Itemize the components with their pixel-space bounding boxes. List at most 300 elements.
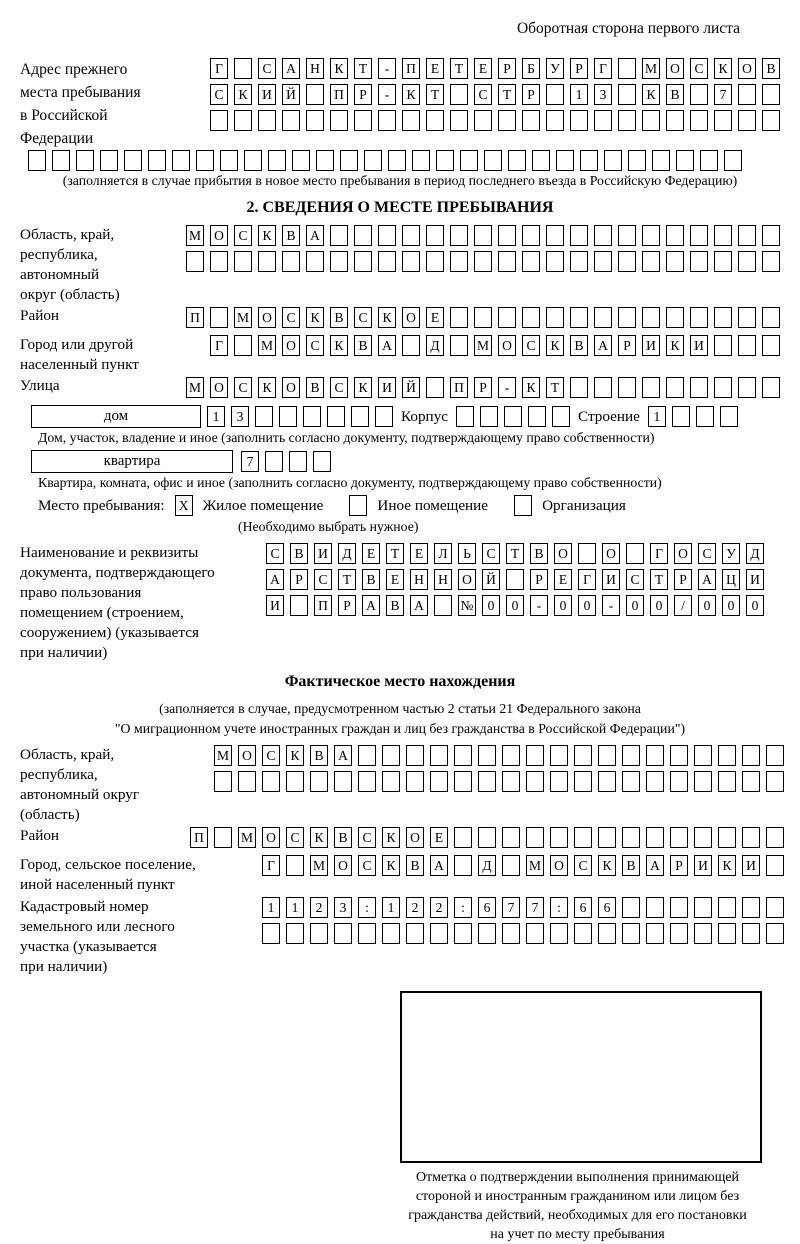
street-row[interactable] bbox=[186, 377, 780, 398]
char-box[interactable] bbox=[522, 251, 540, 272]
char-box[interactable]: Г bbox=[210, 58, 228, 79]
char-box[interactable] bbox=[474, 110, 492, 131]
char-box[interactable] bbox=[646, 745, 664, 766]
char-box[interactable] bbox=[354, 110, 372, 131]
char-box[interactable]: Т bbox=[450, 58, 468, 79]
char-box[interactable]: М bbox=[234, 307, 252, 328]
char-box[interactable] bbox=[279, 406, 297, 427]
char-box[interactable] bbox=[714, 251, 732, 272]
char-box[interactable]: С bbox=[522, 335, 540, 356]
char-box[interactable] bbox=[502, 923, 520, 944]
char-box[interactable] bbox=[454, 855, 472, 876]
char-box[interactable] bbox=[718, 897, 736, 918]
char-box[interactable] bbox=[550, 771, 568, 792]
char-box[interactable] bbox=[484, 150, 502, 171]
char-box[interactable] bbox=[506, 569, 524, 590]
char-box[interactable]: X bbox=[175, 495, 193, 516]
char-box[interactable] bbox=[738, 251, 756, 272]
char-box[interactable]: И bbox=[690, 335, 708, 356]
char-box[interactable] bbox=[690, 225, 708, 246]
char-box[interactable] bbox=[694, 923, 712, 944]
char-box[interactable] bbox=[526, 923, 544, 944]
char-box[interactable] bbox=[454, 923, 472, 944]
char-box[interactable]: В bbox=[570, 335, 588, 356]
char-box[interactable]: С bbox=[482, 543, 500, 564]
char-box[interactable]: К bbox=[382, 827, 400, 848]
char-box[interactable] bbox=[594, 110, 612, 131]
char-box[interactable] bbox=[546, 84, 564, 105]
char-box[interactable] bbox=[594, 377, 612, 398]
char-box[interactable]: В bbox=[306, 377, 324, 398]
char-box[interactable] bbox=[316, 150, 334, 171]
char-box[interactable] bbox=[738, 377, 756, 398]
char-box[interactable]: О bbox=[666, 58, 684, 79]
char-box[interactable] bbox=[426, 377, 444, 398]
char-box[interactable]: 1 bbox=[382, 897, 400, 918]
char-box[interactable]: С bbox=[574, 855, 592, 876]
char-box[interactable] bbox=[550, 827, 568, 848]
char-box[interactable]: М bbox=[238, 827, 256, 848]
char-box[interactable] bbox=[598, 771, 616, 792]
char-box[interactable] bbox=[578, 543, 596, 564]
char-box[interactable] bbox=[255, 406, 273, 427]
char-box[interactable]: Г bbox=[594, 58, 612, 79]
char-box[interactable] bbox=[762, 307, 780, 328]
char-box[interactable] bbox=[550, 745, 568, 766]
char-box[interactable]: Р bbox=[530, 569, 548, 590]
char-box[interactable]: В bbox=[330, 307, 348, 328]
char-box[interactable] bbox=[570, 110, 588, 131]
char-box[interactable] bbox=[622, 923, 640, 944]
char-box[interactable]: О bbox=[602, 543, 620, 564]
char-box[interactable] bbox=[570, 307, 588, 328]
char-box[interactable] bbox=[450, 335, 468, 356]
cadastral-row-1[interactable] bbox=[262, 897, 784, 918]
char-box[interactable] bbox=[522, 110, 540, 131]
char-box[interactable]: С bbox=[258, 58, 276, 79]
char-box[interactable]: Г bbox=[262, 855, 280, 876]
residential-checkbox[interactable] bbox=[175, 495, 193, 516]
char-box[interactable] bbox=[334, 771, 352, 792]
char-box[interactable]: Д bbox=[478, 855, 496, 876]
char-box[interactable]: С bbox=[314, 569, 332, 590]
char-box[interactable] bbox=[574, 771, 592, 792]
char-box[interactable]: Р bbox=[354, 84, 372, 105]
char-box[interactable] bbox=[268, 150, 286, 171]
char-box[interactable] bbox=[646, 923, 664, 944]
char-box[interactable] bbox=[738, 84, 756, 105]
char-box[interactable] bbox=[351, 406, 369, 427]
char-box[interactable]: О bbox=[258, 307, 276, 328]
char-box[interactable] bbox=[670, 897, 688, 918]
char-box[interactable] bbox=[358, 745, 376, 766]
char-box[interactable]: М bbox=[310, 855, 328, 876]
char-box[interactable] bbox=[508, 150, 526, 171]
char-box[interactable] bbox=[642, 251, 660, 272]
char-box[interactable] bbox=[694, 897, 712, 918]
char-box[interactable] bbox=[604, 150, 622, 171]
char-box[interactable] bbox=[289, 451, 307, 472]
char-box[interactable]: / bbox=[674, 595, 692, 616]
char-box[interactable] bbox=[742, 923, 760, 944]
char-box[interactable] bbox=[478, 745, 496, 766]
char-box[interactable] bbox=[450, 110, 468, 131]
char-box[interactable] bbox=[622, 827, 640, 848]
char-box[interactable] bbox=[642, 377, 660, 398]
char-box[interactable] bbox=[124, 150, 142, 171]
char-box[interactable]: Л bbox=[434, 543, 452, 564]
char-box[interactable] bbox=[262, 923, 280, 944]
char-box[interactable] bbox=[646, 771, 664, 792]
char-box[interactable]: 0 bbox=[578, 595, 596, 616]
char-box[interactable]: С bbox=[330, 377, 348, 398]
char-box[interactable]: 2 bbox=[406, 897, 424, 918]
char-box[interactable] bbox=[358, 771, 376, 792]
char-box[interactable]: С bbox=[358, 855, 376, 876]
char-box[interactable]: Р bbox=[498, 58, 516, 79]
char-box[interactable]: Е bbox=[386, 569, 404, 590]
prev-address-row-1[interactable] bbox=[210, 58, 780, 79]
char-box[interactable] bbox=[434, 595, 452, 616]
char-box[interactable]: О bbox=[334, 855, 352, 876]
char-box[interactable]: С bbox=[282, 307, 300, 328]
char-box[interactable] bbox=[426, 110, 444, 131]
char-box[interactable] bbox=[406, 771, 424, 792]
char-box[interactable] bbox=[306, 84, 324, 105]
char-box[interactable] bbox=[286, 923, 304, 944]
char-box[interactable]: Т bbox=[546, 377, 564, 398]
char-box[interactable] bbox=[546, 307, 564, 328]
char-box[interactable] bbox=[502, 771, 520, 792]
char-box[interactable] bbox=[666, 225, 684, 246]
char-box[interactable]: М bbox=[258, 335, 276, 356]
char-box[interactable]: 6 bbox=[598, 897, 616, 918]
char-box[interactable] bbox=[552, 406, 570, 427]
house-number-row[interactable] bbox=[207, 406, 393, 427]
char-box[interactable] bbox=[690, 84, 708, 105]
char-box[interactable]: К bbox=[642, 84, 660, 105]
char-box[interactable]: К bbox=[522, 377, 540, 398]
char-box[interactable] bbox=[676, 150, 694, 171]
char-box[interactable] bbox=[598, 745, 616, 766]
char-box[interactable] bbox=[762, 251, 780, 272]
stay-option-organization[interactable] bbox=[514, 495, 652, 516]
char-box[interactable]: Р bbox=[674, 569, 692, 590]
char-box[interactable] bbox=[766, 827, 784, 848]
char-box[interactable] bbox=[450, 225, 468, 246]
char-box[interactable]: В bbox=[354, 335, 372, 356]
char-box[interactable] bbox=[436, 150, 454, 171]
char-box[interactable] bbox=[670, 923, 688, 944]
char-box[interactable] bbox=[546, 251, 564, 272]
city3-row[interactable] bbox=[262, 855, 784, 876]
char-box[interactable]: 3 bbox=[594, 84, 612, 105]
char-box[interactable] bbox=[234, 335, 252, 356]
char-box[interactable] bbox=[378, 225, 396, 246]
char-box[interactable] bbox=[690, 377, 708, 398]
char-box[interactable] bbox=[738, 335, 756, 356]
char-box[interactable] bbox=[504, 406, 522, 427]
char-box[interactable] bbox=[714, 110, 732, 131]
char-box[interactable] bbox=[690, 110, 708, 131]
prev-address-row-4[interactable] bbox=[0, 150, 800, 171]
char-box[interactable]: Т bbox=[386, 543, 404, 564]
char-box[interactable] bbox=[430, 923, 448, 944]
char-box[interactable]: 1 bbox=[570, 84, 588, 105]
char-box[interactable] bbox=[690, 251, 708, 272]
char-box[interactable]: С bbox=[234, 225, 252, 246]
char-box[interactable] bbox=[480, 406, 498, 427]
char-box[interactable] bbox=[720, 406, 738, 427]
char-box[interactable] bbox=[742, 771, 760, 792]
char-box[interactable]: И bbox=[602, 569, 620, 590]
char-box[interactable]: Г bbox=[210, 335, 228, 356]
char-box[interactable]: О bbox=[210, 377, 228, 398]
char-box[interactable] bbox=[186, 251, 204, 272]
char-box[interactable]: Т bbox=[426, 84, 444, 105]
korpus-row[interactable] bbox=[456, 406, 570, 427]
char-box[interactable] bbox=[594, 225, 612, 246]
char-box[interactable]: О bbox=[282, 335, 300, 356]
char-box[interactable] bbox=[766, 897, 784, 918]
char-box[interactable]: В bbox=[386, 595, 404, 616]
char-box[interactable] bbox=[762, 377, 780, 398]
char-box[interactable] bbox=[349, 495, 367, 516]
char-box[interactable]: 1 bbox=[648, 406, 666, 427]
char-box[interactable] bbox=[574, 827, 592, 848]
document-row-2[interactable] bbox=[266, 569, 764, 590]
char-box[interactable] bbox=[52, 150, 70, 171]
document-row-1[interactable] bbox=[266, 543, 764, 564]
char-box[interactable]: 0 bbox=[554, 595, 572, 616]
char-box[interactable]: Ц bbox=[722, 569, 740, 590]
char-box[interactable]: М bbox=[214, 745, 232, 766]
char-box[interactable] bbox=[358, 923, 376, 944]
char-box[interactable] bbox=[718, 771, 736, 792]
char-box[interactable]: П bbox=[330, 84, 348, 105]
char-box[interactable] bbox=[76, 150, 94, 171]
char-box[interactable] bbox=[690, 307, 708, 328]
char-box[interactable] bbox=[238, 771, 256, 792]
char-box[interactable] bbox=[378, 251, 396, 272]
char-box[interactable] bbox=[354, 251, 372, 272]
char-box[interactable]: 7 bbox=[241, 451, 259, 472]
char-box[interactable]: И bbox=[378, 377, 396, 398]
char-box[interactable]: К bbox=[258, 225, 276, 246]
char-box[interactable] bbox=[642, 225, 660, 246]
char-box[interactable] bbox=[310, 923, 328, 944]
char-box[interactable] bbox=[574, 923, 592, 944]
char-box[interactable]: Б bbox=[522, 58, 540, 79]
char-box[interactable]: П bbox=[314, 595, 332, 616]
organization-checkbox[interactable] bbox=[514, 495, 532, 516]
char-box[interactable]: В bbox=[666, 84, 684, 105]
region-row-2[interactable] bbox=[186, 251, 780, 272]
prev-address-row-2[interactable] bbox=[210, 84, 780, 105]
char-box[interactable]: Е bbox=[362, 543, 380, 564]
char-box[interactable]: Т bbox=[354, 58, 372, 79]
char-box[interactable]: К bbox=[546, 335, 564, 356]
char-box[interactable]: Е bbox=[426, 58, 444, 79]
char-box[interactable]: 1 bbox=[207, 406, 225, 427]
char-box[interactable] bbox=[642, 110, 660, 131]
district-row[interactable] bbox=[186, 307, 780, 328]
char-box[interactable]: Р bbox=[290, 569, 308, 590]
char-box[interactable] bbox=[766, 745, 784, 766]
char-box[interactable] bbox=[210, 251, 228, 272]
char-box[interactable] bbox=[666, 110, 684, 131]
char-box[interactable] bbox=[330, 225, 348, 246]
stroenie-row[interactable] bbox=[648, 406, 738, 427]
char-box[interactable]: О bbox=[402, 307, 420, 328]
char-box[interactable]: У bbox=[546, 58, 564, 79]
char-box[interactable] bbox=[290, 595, 308, 616]
char-box[interactable]: К bbox=[378, 307, 396, 328]
char-box[interactable] bbox=[652, 150, 670, 171]
char-box[interactable]: 7 bbox=[526, 897, 544, 918]
char-box[interactable] bbox=[282, 251, 300, 272]
char-box[interactable] bbox=[666, 377, 684, 398]
char-box[interactable] bbox=[402, 110, 420, 131]
char-box[interactable] bbox=[382, 771, 400, 792]
char-box[interactable]: П bbox=[186, 307, 204, 328]
char-box[interactable] bbox=[522, 225, 540, 246]
char-box[interactable] bbox=[694, 771, 712, 792]
char-box[interactable] bbox=[474, 251, 492, 272]
apartment-number-row[interactable] bbox=[241, 451, 331, 472]
char-box[interactable] bbox=[526, 827, 544, 848]
char-box[interactable]: К bbox=[382, 855, 400, 876]
char-box[interactable] bbox=[570, 251, 588, 272]
char-box[interactable] bbox=[330, 110, 348, 131]
char-box[interactable] bbox=[546, 225, 564, 246]
char-box[interactable]: Н bbox=[410, 569, 428, 590]
char-box[interactable] bbox=[286, 855, 304, 876]
char-box[interactable] bbox=[430, 745, 448, 766]
char-box[interactable]: : bbox=[550, 897, 568, 918]
char-box[interactable] bbox=[234, 110, 252, 131]
char-box[interactable]: А bbox=[282, 58, 300, 79]
char-box[interactable] bbox=[172, 150, 190, 171]
char-box[interactable]: Е bbox=[426, 307, 444, 328]
char-box[interactable]: С bbox=[210, 84, 228, 105]
char-box[interactable]: В bbox=[362, 569, 380, 590]
char-box[interactable] bbox=[646, 897, 664, 918]
char-box[interactable]: К bbox=[598, 855, 616, 876]
char-box[interactable] bbox=[244, 150, 262, 171]
char-box[interactable]: С bbox=[286, 827, 304, 848]
char-box[interactable] bbox=[375, 406, 393, 427]
char-box[interactable] bbox=[550, 923, 568, 944]
char-box[interactable]: Р bbox=[522, 84, 540, 105]
char-box[interactable]: Й bbox=[482, 569, 500, 590]
char-box[interactable] bbox=[714, 225, 732, 246]
char-box[interactable]: С bbox=[698, 543, 716, 564]
char-box[interactable]: А bbox=[266, 569, 284, 590]
char-box[interactable] bbox=[454, 771, 472, 792]
char-box[interactable] bbox=[714, 307, 732, 328]
char-box[interactable] bbox=[258, 110, 276, 131]
char-box[interactable] bbox=[306, 110, 324, 131]
char-box[interactable] bbox=[762, 335, 780, 356]
char-box[interactable] bbox=[454, 745, 472, 766]
char-box[interactable]: - bbox=[378, 84, 396, 105]
char-box[interactable] bbox=[626, 543, 644, 564]
char-box[interactable] bbox=[642, 307, 660, 328]
char-box[interactable]: 3 bbox=[334, 897, 352, 918]
char-box[interactable] bbox=[478, 771, 496, 792]
char-box[interactable]: И bbox=[742, 855, 760, 876]
char-box[interactable] bbox=[594, 307, 612, 328]
char-box[interactable]: - bbox=[602, 595, 620, 616]
char-box[interactable]: С bbox=[354, 307, 372, 328]
char-box[interactable] bbox=[718, 745, 736, 766]
char-box[interactable] bbox=[286, 771, 304, 792]
char-box[interactable]: К bbox=[306, 307, 324, 328]
char-box[interactable]: 7 bbox=[502, 897, 520, 918]
char-box[interactable]: П bbox=[190, 827, 208, 848]
char-box[interactable] bbox=[234, 251, 252, 272]
char-box[interactable]: О bbox=[238, 745, 256, 766]
char-box[interactable]: И bbox=[694, 855, 712, 876]
char-box[interactable]: О bbox=[550, 855, 568, 876]
char-box[interactable] bbox=[670, 745, 688, 766]
char-box[interactable] bbox=[526, 771, 544, 792]
char-box[interactable] bbox=[303, 406, 321, 427]
char-box[interactable] bbox=[742, 897, 760, 918]
char-box[interactable] bbox=[282, 110, 300, 131]
char-box[interactable]: - bbox=[530, 595, 548, 616]
char-box[interactable]: : bbox=[454, 897, 472, 918]
char-box[interactable]: Й bbox=[402, 377, 420, 398]
char-box[interactable]: А bbox=[334, 745, 352, 766]
char-box[interactable] bbox=[670, 827, 688, 848]
char-box[interactable] bbox=[478, 827, 496, 848]
char-box[interactable] bbox=[618, 225, 636, 246]
char-box[interactable]: Р bbox=[474, 377, 492, 398]
char-box[interactable]: 0 bbox=[722, 595, 740, 616]
char-box[interactable]: И bbox=[314, 543, 332, 564]
char-box[interactable]: О bbox=[738, 58, 756, 79]
char-box[interactable]: 0 bbox=[746, 595, 764, 616]
char-box[interactable] bbox=[618, 377, 636, 398]
char-box[interactable] bbox=[502, 855, 520, 876]
char-box[interactable]: К bbox=[234, 84, 252, 105]
char-box[interactable]: 2 bbox=[430, 897, 448, 918]
char-box[interactable] bbox=[694, 745, 712, 766]
char-box[interactable]: В bbox=[530, 543, 548, 564]
char-box[interactable] bbox=[220, 150, 238, 171]
char-box[interactable] bbox=[258, 251, 276, 272]
char-box[interactable] bbox=[714, 335, 732, 356]
char-box[interactable] bbox=[474, 307, 492, 328]
char-box[interactable]: - bbox=[378, 58, 396, 79]
char-box[interactable]: 6 bbox=[574, 897, 592, 918]
char-box[interactable] bbox=[378, 110, 396, 131]
char-box[interactable] bbox=[406, 923, 424, 944]
char-box[interactable] bbox=[762, 225, 780, 246]
stay-option-other[interactable] bbox=[349, 495, 514, 516]
char-box[interactable]: Т bbox=[338, 569, 356, 590]
char-box[interactable]: М bbox=[186, 377, 204, 398]
char-box[interactable] bbox=[310, 771, 328, 792]
char-box[interactable] bbox=[714, 377, 732, 398]
char-box[interactable] bbox=[594, 251, 612, 272]
char-box[interactable] bbox=[478, 923, 496, 944]
char-box[interactable]: : bbox=[358, 897, 376, 918]
char-box[interactable]: К bbox=[718, 855, 736, 876]
char-box[interactable] bbox=[450, 307, 468, 328]
